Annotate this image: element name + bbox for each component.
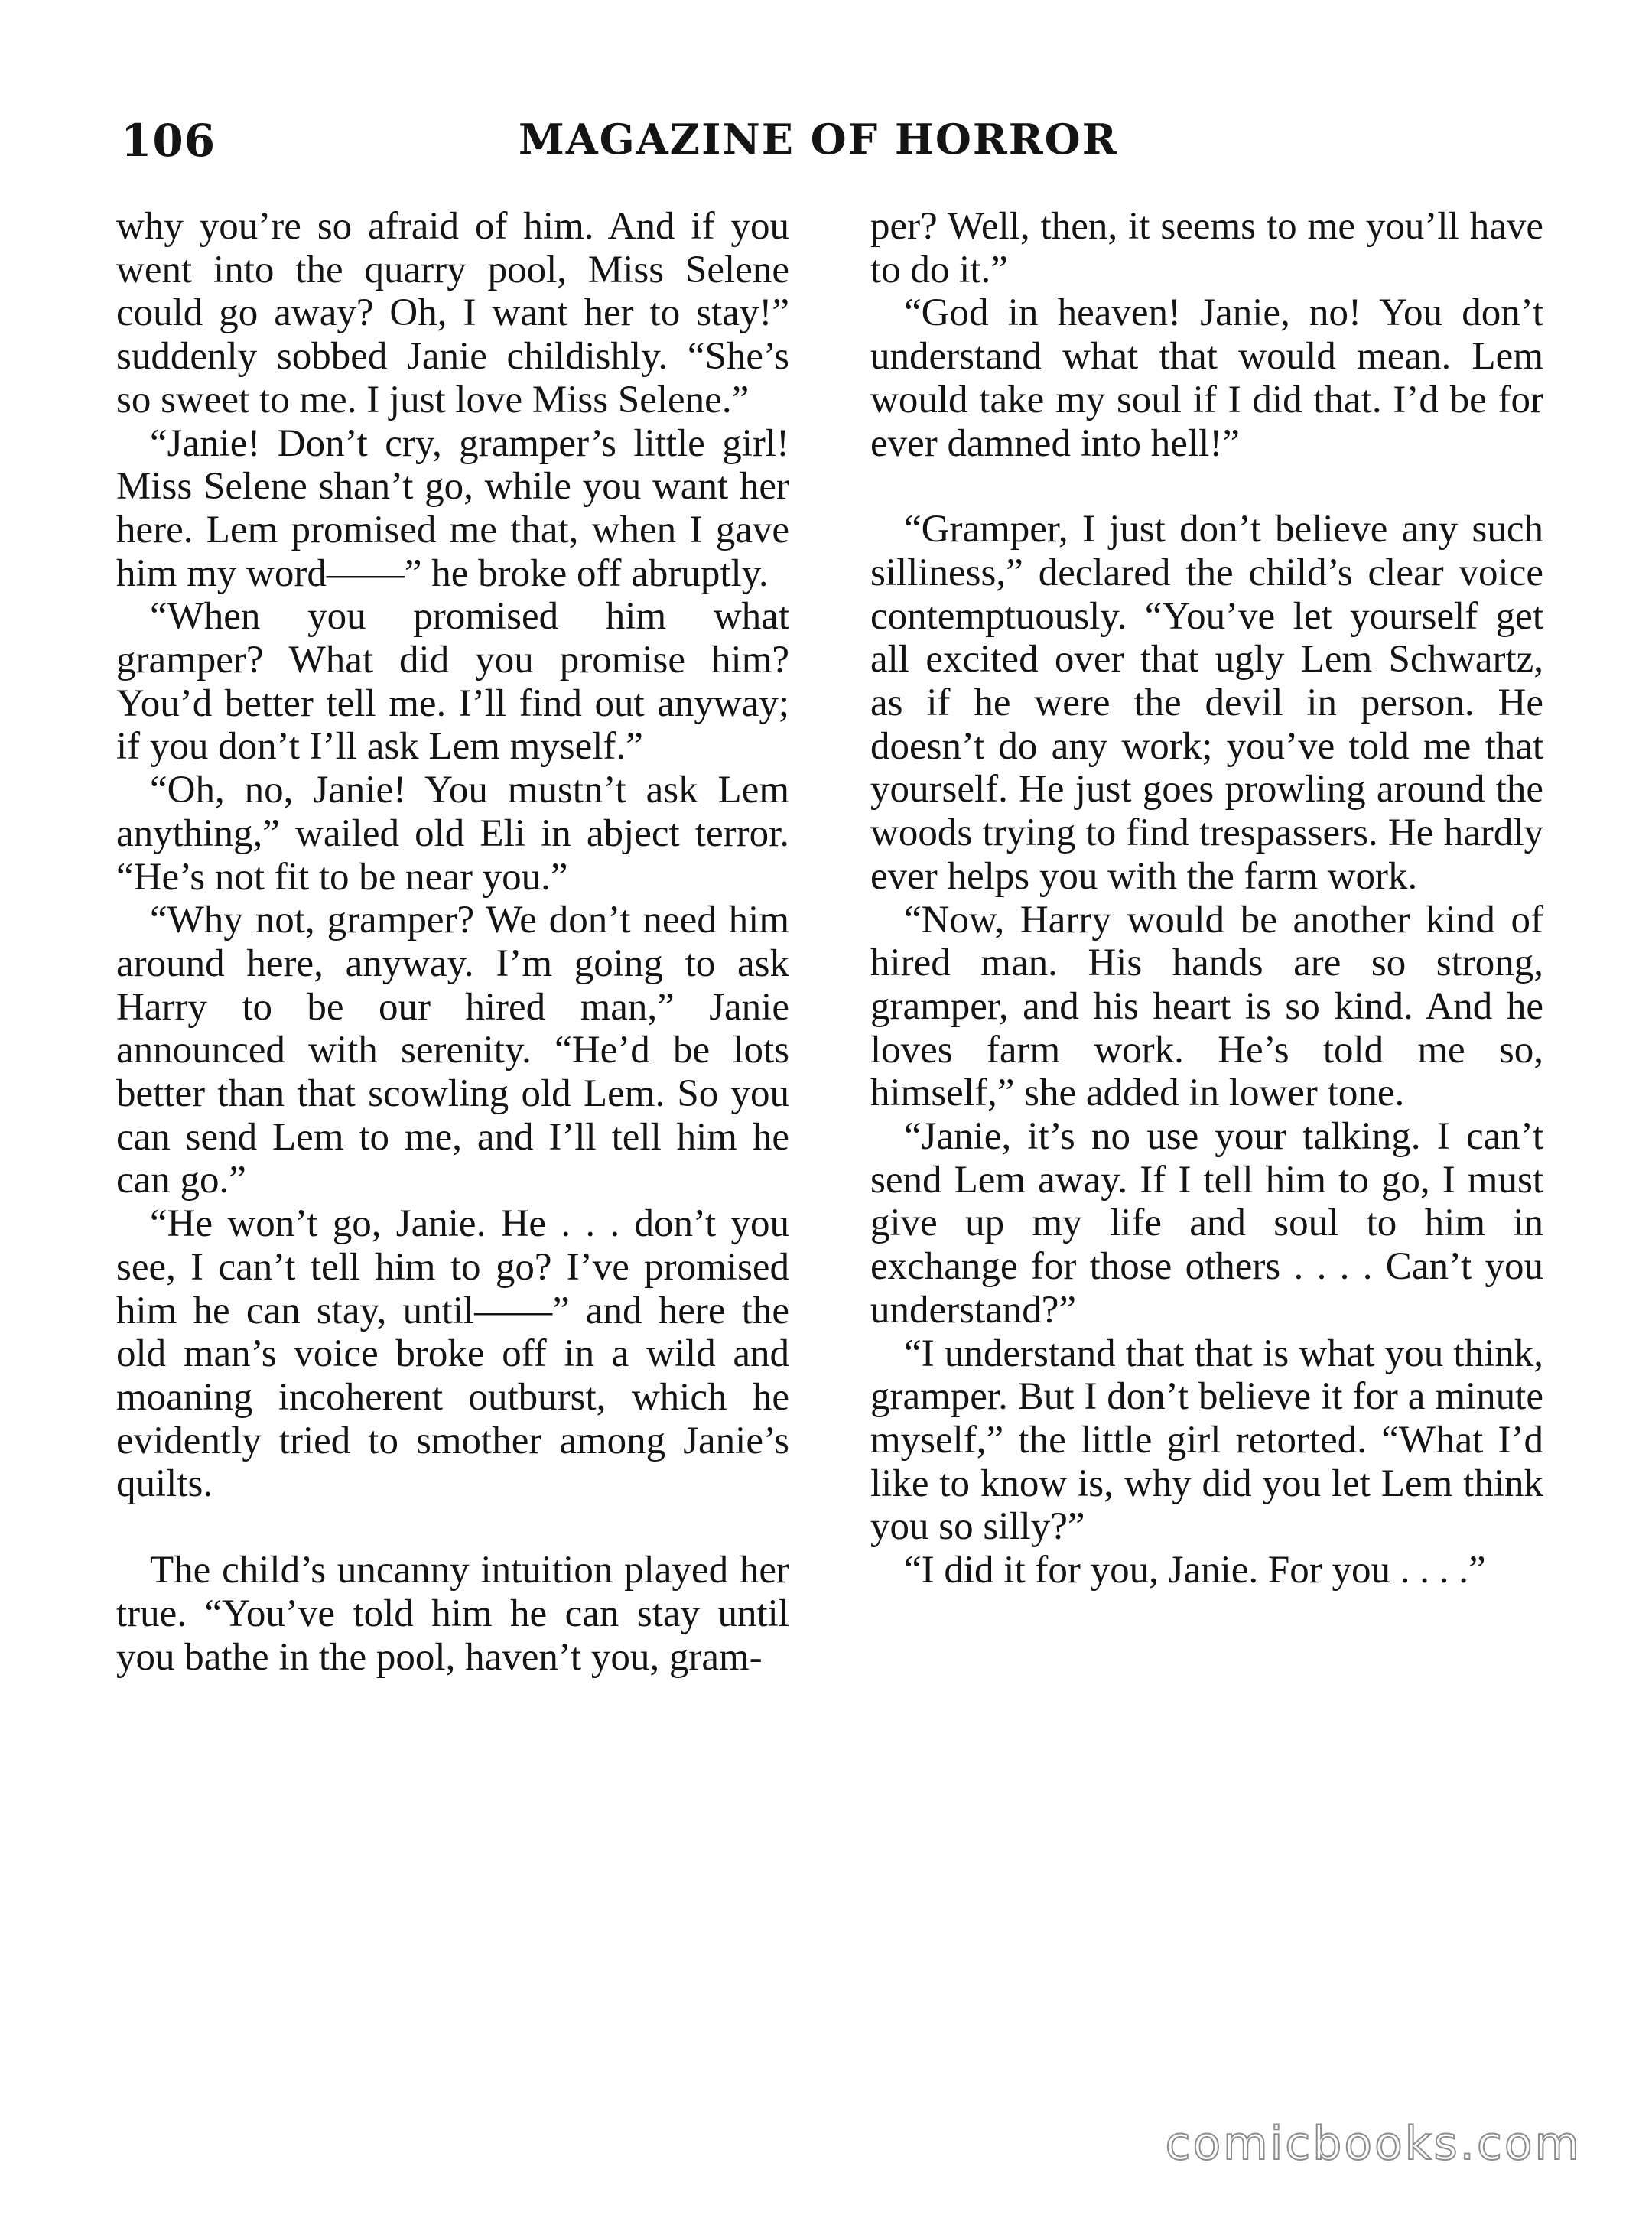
paragraph: “Janie, it’s no use your talking. I can’t send Lem away. If I tell him to go, I must give up my life and soul to him in exchange for those others . . . . Can’t you understand?” [870, 1115, 1543, 1332]
paragraph: “Gramper, I just don’t believe any such silliness,” declared the child’s clear voice contemptuously. “You’ve let yourself get all excited over that ugly Lem Schwartz, as if he were the devil in person. He doesn’t do any work; you’ve told me that yourself. He just goes prowling around the woods trying to find trespassers. He hardly ever helps you with the farm work. [870, 508, 1543, 898]
paragraph: “I understand that that is what you think, gramper. But I don’t believe it for a minute myself,” the little girl retorted. “What I’d like to know is, why did you let Lem think you so silly?” [870, 1332, 1543, 1549]
paragraph: per? Well, then, it seems to me you’ll have to do it.” [870, 205, 1543, 291]
paragraph: “Why not, gramper? We don’t need him around here, anyway. I’m going to ask Harry to be our hired man,” Janie announced with serenity. “He’d be lots better than that scowling old Lem. So you can send Lem to me, and I’ll tell him he can go.” [116, 899, 789, 1202]
left-column [116, 205, 789, 1679]
paragraph: “Janie! Don’t cry, gramper’s little girl! Miss Selene shan’t go, while you want her here. Lem promised me that, when I gave him my word——” he broke off abruptly. [116, 421, 789, 595]
watermark: comicbooks.com [1165, 2117, 1582, 2171]
page-header [121, 115, 1543, 184]
paragraph: why you’re so afraid of him. And if you went into the quarry pool, Miss Selene could go away? Oh, I want her to stay!” suddenly sobbed Janie childishly. “She’s so sweet to me. I just love Miss Selene.” [116, 205, 789, 421]
page-number: 106 [121, 115, 216, 167]
right-column [870, 205, 1543, 1592]
running-head: MAGAZINE OF HORROR [519, 115, 1118, 164]
paragraph: “When you promised him what gramper? What did you promise him? You’d better tell me. I’ll find out anyway; if you don’t I’ll ask Lem myself.” [116, 595, 789, 769]
paragraph: “Oh, no, Janie! You mustn’t ask Lem anything,” wailed old Eli in abject terror. “He’s not fit to be near you.” [116, 769, 789, 899]
paragraph: “I did it for you, Janie. For you . . . .” [904, 1549, 1486, 1592]
paragraph: “God in heaven! Janie, no! You don’t understand what that would mean. Lem would take my soul if I did that. I’d be for ever damned into hell!” [870, 291, 1543, 465]
paragraph: “Now, Harry would be another kind of hired man. His hands are so strong, gramper, and his heart is so kind. And he loves farm work. He’s told me so, himself,” she added in lower tone. [870, 898, 1543, 1115]
paragraph: “He won’t go, Janie. He . . . don’t you see, I can’t tell him to go? I’ve promised him he can stay, until——” and here the old man’s voice broke off in a wild and moaning incoherent outburst, which he evidently tried to smother among Janie’s quilts. [116, 1202, 789, 1506]
paragraph: The child’s uncanny intuition played her true. “You’ve told him he can stay until you bathe in the pool, haven’t you, gram- [116, 1549, 789, 1679]
